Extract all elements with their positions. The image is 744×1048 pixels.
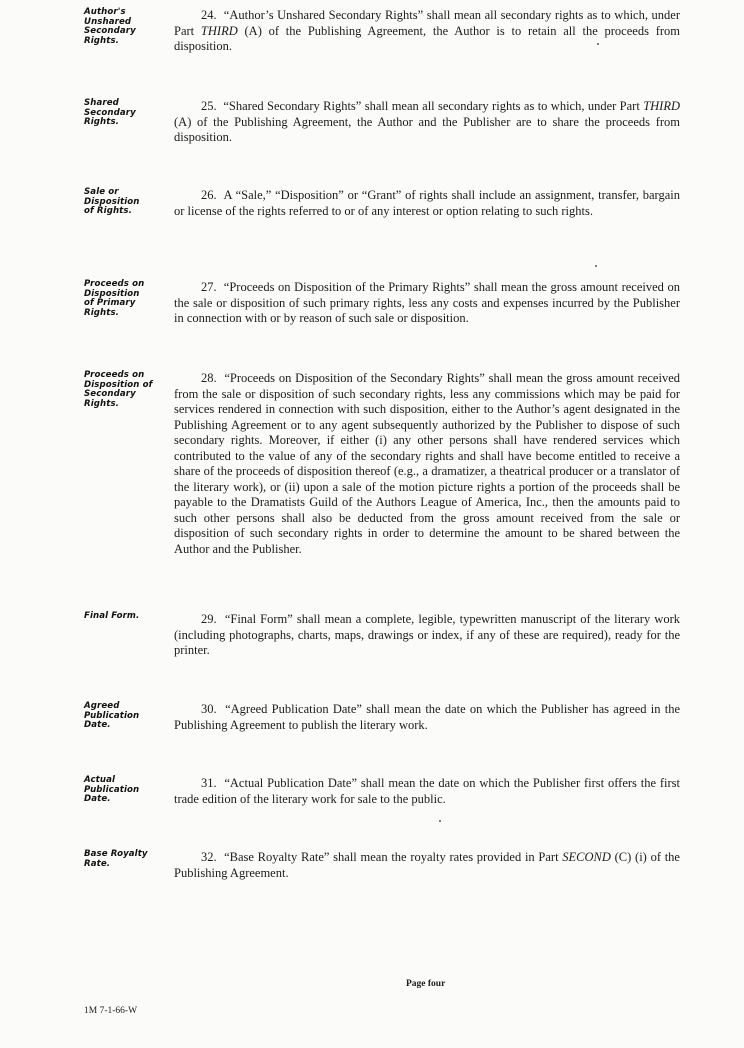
scan-speck [439, 820, 441, 822]
form-code: 1M 7-1-66-W [84, 1006, 138, 1016]
clause-text-part: “Agreed Publication Date” shall mean the date on which the Publisher has agreed in the Publishing Agreement to publish the literary work. [174, 702, 680, 732]
clause-text [174, 612, 680, 659]
heading-line: Rights. [84, 398, 120, 409]
heading-line: Base Royalty [84, 849, 148, 859]
clause-heading [84, 99, 170, 128]
clause-text-emphasis: THIRD [643, 99, 680, 113]
heading-line: Agreed [84, 701, 120, 711]
clause-text-part: (A) of the Publishing Agreement, the Author is to retain all the proceeds from disposition. [174, 23, 681, 53]
heading-line: Secondary [84, 107, 136, 118]
clause-heading [84, 8, 170, 46]
clause-text-emphasis: SECOND [562, 850, 611, 864]
heading-line: Publication [84, 784, 140, 795]
heading-line: Rights. [84, 35, 120, 46]
clause-number: 30. [201, 702, 217, 716]
heading-line: Disposition [84, 196, 140, 207]
clause-heading [84, 850, 170, 869]
clause-text [174, 188, 680, 219]
scan-speck [597, 43, 599, 45]
clause-text-part: “Author’s Unshared Secondary Rights” shall mean all secondary rights as to which, under Part [174, 8, 681, 38]
heading-line: Date. [84, 794, 111, 805]
heading-line: Disposition of [84, 379, 153, 390]
heading-line: Disposition [84, 288, 140, 299]
heading-line: Unshared [84, 16, 132, 27]
heading-line: Secondary [84, 26, 136, 37]
clause-heading [84, 371, 170, 409]
clause-text-part: A “Sale,” “Disposition” or “Grant” of rights shall include an assignment, transfer, bargain or license of the rights referred to or of any interest or option relating to such rights. [174, 188, 680, 218]
heading-line: Author's [84, 7, 126, 17]
clause-text [174, 776, 680, 807]
heading-line: Sale or [84, 187, 119, 197]
heading-line: Proceeds on [84, 279, 145, 289]
clause-number: 29. [201, 612, 217, 626]
clause-number: 26. [201, 188, 217, 202]
heading-line: Actual [84, 775, 116, 785]
heading-line: Rate. [84, 858, 111, 869]
clause-text [174, 99, 680, 146]
clause-heading [84, 280, 170, 318]
clause-text-part: “Final Form” shall mean a complete, legible, typewritten manuscript of the literary work (including photographs, charts, maps, drawings or index, if any of these are required), ready for the printer. [174, 612, 680, 657]
clause-heading [84, 776, 170, 805]
clause-number: 32. [201, 850, 217, 864]
clause-text [174, 850, 680, 881]
heading-line: of Primary [84, 298, 136, 309]
clause-text-part: “Actual Publication Date” shall mean the date on which the Publisher first offers the first trade edition of the literary work for sale to the public. [174, 776, 681, 806]
heading-line: Publication [84, 710, 140, 721]
clause-text [174, 280, 680, 327]
clause-text-part: (C) (i) of the Publishing Agreement. [174, 850, 680, 880]
clause-number: 27. [201, 280, 217, 294]
clause-text [174, 8, 680, 55]
clause-number: 31. [201, 776, 217, 790]
heading-line: Date. [84, 720, 111, 731]
clause-text [174, 702, 680, 733]
heading-line: Proceeds on [84, 370, 145, 380]
page-number: Page four [406, 979, 446, 989]
clause-text-part: “Proceeds on Disposition of the Primary Rights” shall mean the gross amount received on the sale or disposition of such primary rights, less any costs and expenses incurred by the Publisher in connection with or by reason of such sale or disposition. [174, 280, 680, 325]
clause-text-emphasis: THIRD [200, 23, 238, 38]
heading-line: Shared [84, 98, 119, 108]
clause-text [174, 371, 680, 557]
clause-number: 28. [201, 371, 217, 385]
clause-number: 24. [201, 8, 217, 22]
clause-heading [84, 612, 170, 622]
scan-speck [595, 265, 597, 267]
heading-line: Rights. [84, 117, 120, 128]
clause-text-part: “Proceeds on Disposition of the Secondary Rights” shall mean the gross amount received from the sale or disposition of such secondary rights, less any commissions which may be paid for services rendered in connection with such disposition, either to the Author’s agent designated in the Publishing Agreement or to any agent subsequently authorized by the Publisher to dispose of such secondary rights. Moreover, if either (i) any other persons shall have rendered services which contributed to the value of any of the secondary rights and shall have become entitled to receive a share of the proceeds of disposition thereof (e.g., a dramatizer, a theatrical producer or a translator of the literary work), or (ii) upon a sale of the motion picture rights a portion of the proceeds shall be payable to the Dramatists Guild of the Authors League of America, Inc., then the amounts paid to such other persons shall also be deducted from the gross amount received from the sale or disposition of such secondary rights in order to determine the amount to be shared between the Author and the Publisher. [174, 371, 681, 556]
heading-line: Final Form. [84, 611, 140, 621]
clause-number: 25. [201, 99, 217, 113]
heading-line: Secondary [84, 389, 136, 400]
clause-text-part: (A) of the Publishing Agreement, the Author and the Publisher are to share the proceeds from disposition. [174, 114, 680, 144]
heading-line: Rights. [84, 307, 120, 318]
clause-heading [84, 188, 170, 217]
clause-heading [84, 702, 170, 731]
heading-line: of Rights. [84, 206, 132, 217]
clause-text-part: “Base Royalty Rate” shall mean the royalty rates provided in Part [224, 850, 563, 864]
clause-text-part: “Shared Secondary Rights” shall mean all secondary rights as to which, under Part [223, 99, 644, 113]
